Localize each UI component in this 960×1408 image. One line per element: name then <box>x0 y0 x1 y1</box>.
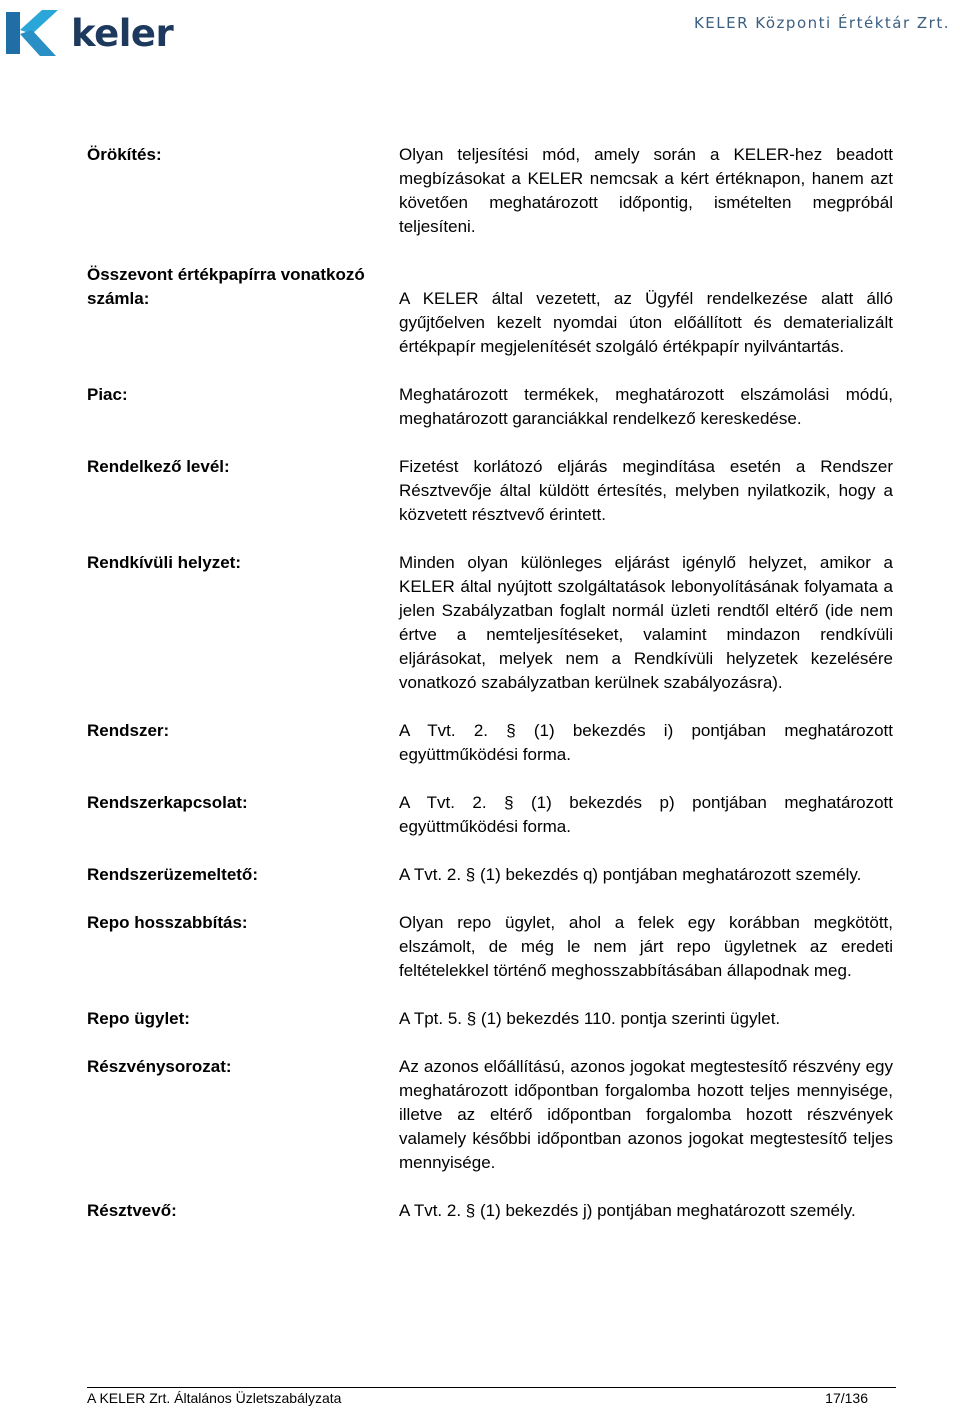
page-number: 17/136 <box>825 1390 868 1406</box>
term-label: Rendszer: <box>87 721 170 740</box>
definition-entry <box>87 1199 893 1223</box>
definition-entry <box>87 1007 893 1031</box>
term-label: Összevont értékpapírra vonatkozó számla: <box>87 265 365 308</box>
definitions-list <box>87 143 893 1247</box>
term-label: Örökítés: <box>87 145 162 164</box>
term-definition: Meghatározott termékek, meghatározott elszámolási módú, meghatározott garanciákkal rendelkező kereskedése. <box>399 385 893 428</box>
definition-entry <box>87 791 893 839</box>
definition-entry <box>87 143 893 239</box>
term-definition: Minden olyan különleges eljárást igénylő helyzet, amikor a KELER által nyújtott szolgáltatások lebonyolításának folyamata a jelen Szabályzatban foglalt normál üzleti rendtől eltérő (ide nem értve a nemteljesítéseket, valamint mindazon rendkívüli eljárásokat, melyek nem a Rendkívüli helyzetek kezelésére vonatkozó szabályzatban kerülnek szabályozásra). <box>399 553 893 692</box>
term-definition: Olyan repo ügylet, ahol a felek egy korábban megkötött, elszámolt, de még le nem járt repo ügyletnek az eredeti feltételekkel történő meghosszabbításában állapodnak meg. <box>399 913 893 980</box>
logo-wordmark: keler <box>71 12 174 55</box>
term-label: Rendszerüzemeltető: <box>87 865 258 884</box>
page-header <box>0 0 960 70</box>
term-definition: Olyan teljesítési mód, amely során a KELER-hez beadott megbízásokat a KELER nemcsak a kért értéknapon, hanem azt követően meghatározott időpontig, ismételten megpróbál teljesíteni. <box>399 145 893 236</box>
definition-entry <box>87 863 893 887</box>
page-footer <box>87 1387 896 1407</box>
keler-k-icon <box>6 8 58 58</box>
definition-entry <box>87 551 893 695</box>
definition-entry <box>87 719 893 767</box>
definition-entry <box>87 1055 893 1175</box>
definition-entry <box>87 263 893 359</box>
footer-document-title: A KELER Zrt. Általános Üzletszabályzata <box>87 1390 342 1406</box>
term-label: Részvénysorozat: <box>87 1057 232 1076</box>
term-definition: A Tvt. 2. § (1) bekezdés j) pontjában meghatározott személy. <box>399 1201 856 1220</box>
term-label: Rendelkező levél: <box>87 457 230 476</box>
term-label: Résztvevő: <box>87 1201 177 1220</box>
term-definition: A Tpt. 5. § (1) bekezdés 110. pontja szerinti ügylet. <box>399 1009 781 1028</box>
term-label: Rendkívüli helyzet: <box>87 553 241 572</box>
term-label: Repo ügylet: <box>87 1009 190 1028</box>
term-definition: Az azonos előállítású, azonos jogokat megtestesítő részvény egy meghatározott időpontban forgalomba hozott teljes mennyisége, illetve az eltérő időpontban forgalomba hozott részvények valamely későbbi időpontban azonos jogokat megtestesítő teljes mennyisége. <box>399 1057 893 1172</box>
keler-logo <box>6 8 176 58</box>
term-definition: A Tvt. 2. § (1) bekezdés i) pontjában meghatározott együttműködési forma. <box>399 721 893 764</box>
term-label: Repo hosszabbítás: <box>87 913 248 932</box>
definition-entry <box>87 911 893 983</box>
term-definition: A Tvt. 2. § (1) bekezdés p) pontjában meghatározott együttműködési forma. <box>399 793 893 836</box>
definition-entry <box>87 455 893 527</box>
term-definition: A Tvt. 2. § (1) bekezdés q) pontjában meghatározott személy. <box>399 865 862 884</box>
definition-entry <box>87 383 893 431</box>
term-label: Piac: <box>87 385 128 404</box>
company-name: KELER Központi Értéktár Zrt. <box>693 14 950 32</box>
term-definition: Fizetést korlátozó eljárás megindítása esetén a Rendszer Résztvevője által küldött értesítés, melyben nyilatkozik, hogy a közvetett résztvevő érintett. <box>399 457 893 524</box>
term-label: Rendszerkapcsolat: <box>87 793 248 812</box>
term-definition: A KELER által vezetett, az Ügyfél rendelkezése alatt álló gyűjtőelven kezelt nyomdai úton előállított és dematerializált értékpapír megjelenítését szolgáló értékpapír nyilvántartás. <box>399 289 893 356</box>
